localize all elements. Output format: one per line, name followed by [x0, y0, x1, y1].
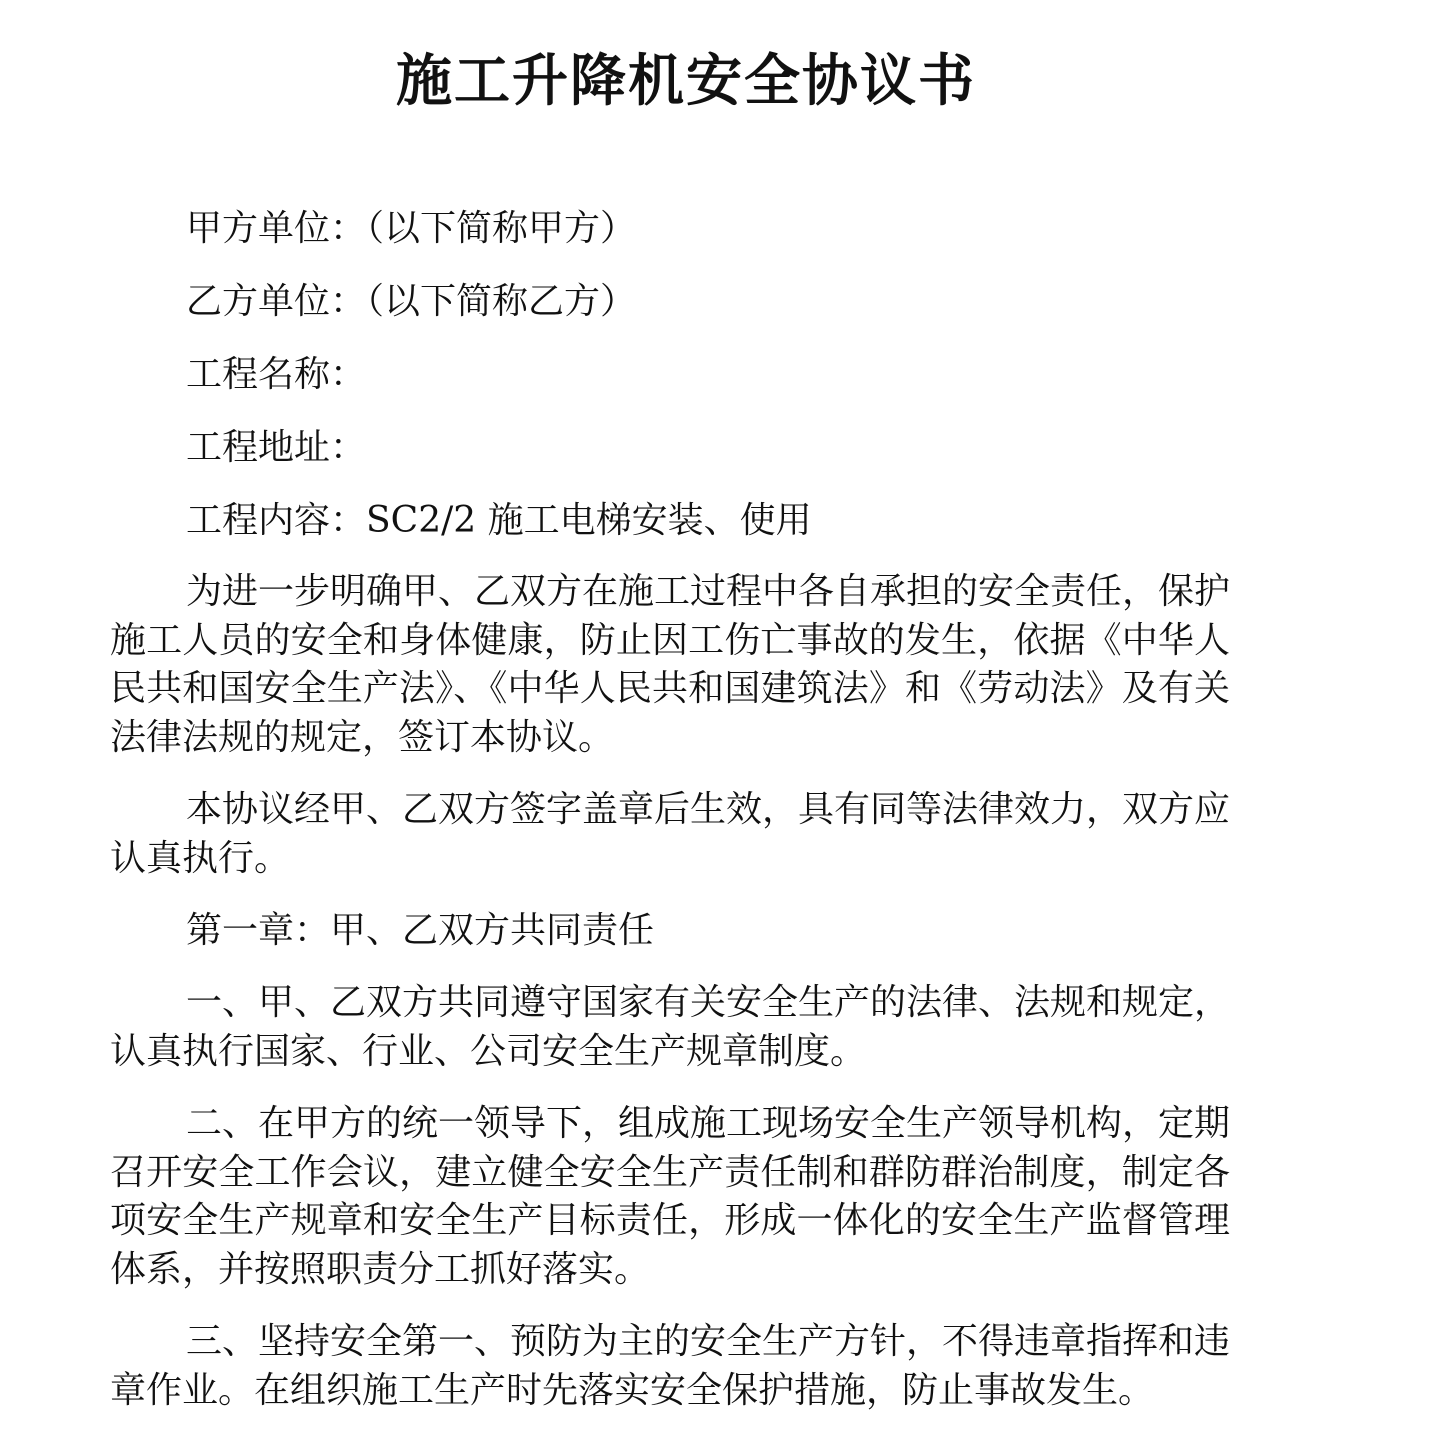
field-label: 工程名称：	[186, 354, 367, 395]
field-party-b	[186, 278, 636, 326]
field-value: （以下简称乙方）	[366, 281, 637, 322]
field-label: 工程内容：	[186, 500, 367, 541]
field-project-address	[186, 424, 366, 472]
field-label: 甲方单位：	[186, 208, 367, 249]
field-label: 工程地址：	[186, 427, 367, 468]
field-party-a	[186, 205, 636, 253]
field-value: （以下简称甲方）	[366, 208, 637, 249]
clause-3: 三、坚持安全第一、预防为主的安全生产方针，不得违章指挥和违章作业。在组织施工生产时先落实安全保护措施，防止事故发生。	[110, 1321, 1231, 1411]
field-project-name	[186, 351, 366, 399]
effect-paragraph: 本协议经甲、乙双方签字盖章后生效，具有同等法律效力，双方应认真执行。	[110, 789, 1231, 879]
intro-paragraph: 为进一步明确甲、乙双方在施工过程中各自承担的安全责任，保护施工人员的安全和身体健康，防止因工伤亡事故的发生，依据《中华人民共和国安全生产法》、《中华人民共和国建筑法》和《劳动法》及有关法律法规的规定，签订本协议。	[110, 571, 1231, 758]
document-title: 施工升降机安全协议书	[396, 49, 976, 114]
clause-2: 二、在甲方的统一领导下，组成施工现场安全生产领导机构，定期召开安全工作会议，建立健全安全生产责任制和群防群治制度，制定各项安全生产规章和安全生产目标责任，形成一体化的安全生产监督管理体系，并按照职责分工抓好落实。	[110, 1103, 1231, 1290]
field-value: SC2/2 施工电梯安装、使用	[366, 500, 812, 541]
field-label: 乙方单位：	[186, 281, 367, 322]
field-project-content	[186, 497, 812, 545]
clause-1: 一、甲、乙双方共同遵守国家有关安全生产的法律、法规和规定，认真执行国家、行业、公司安全生产规章制度。	[110, 982, 1231, 1072]
chapter-heading: 第一章：甲、乙双方共同责任	[186, 910, 655, 951]
